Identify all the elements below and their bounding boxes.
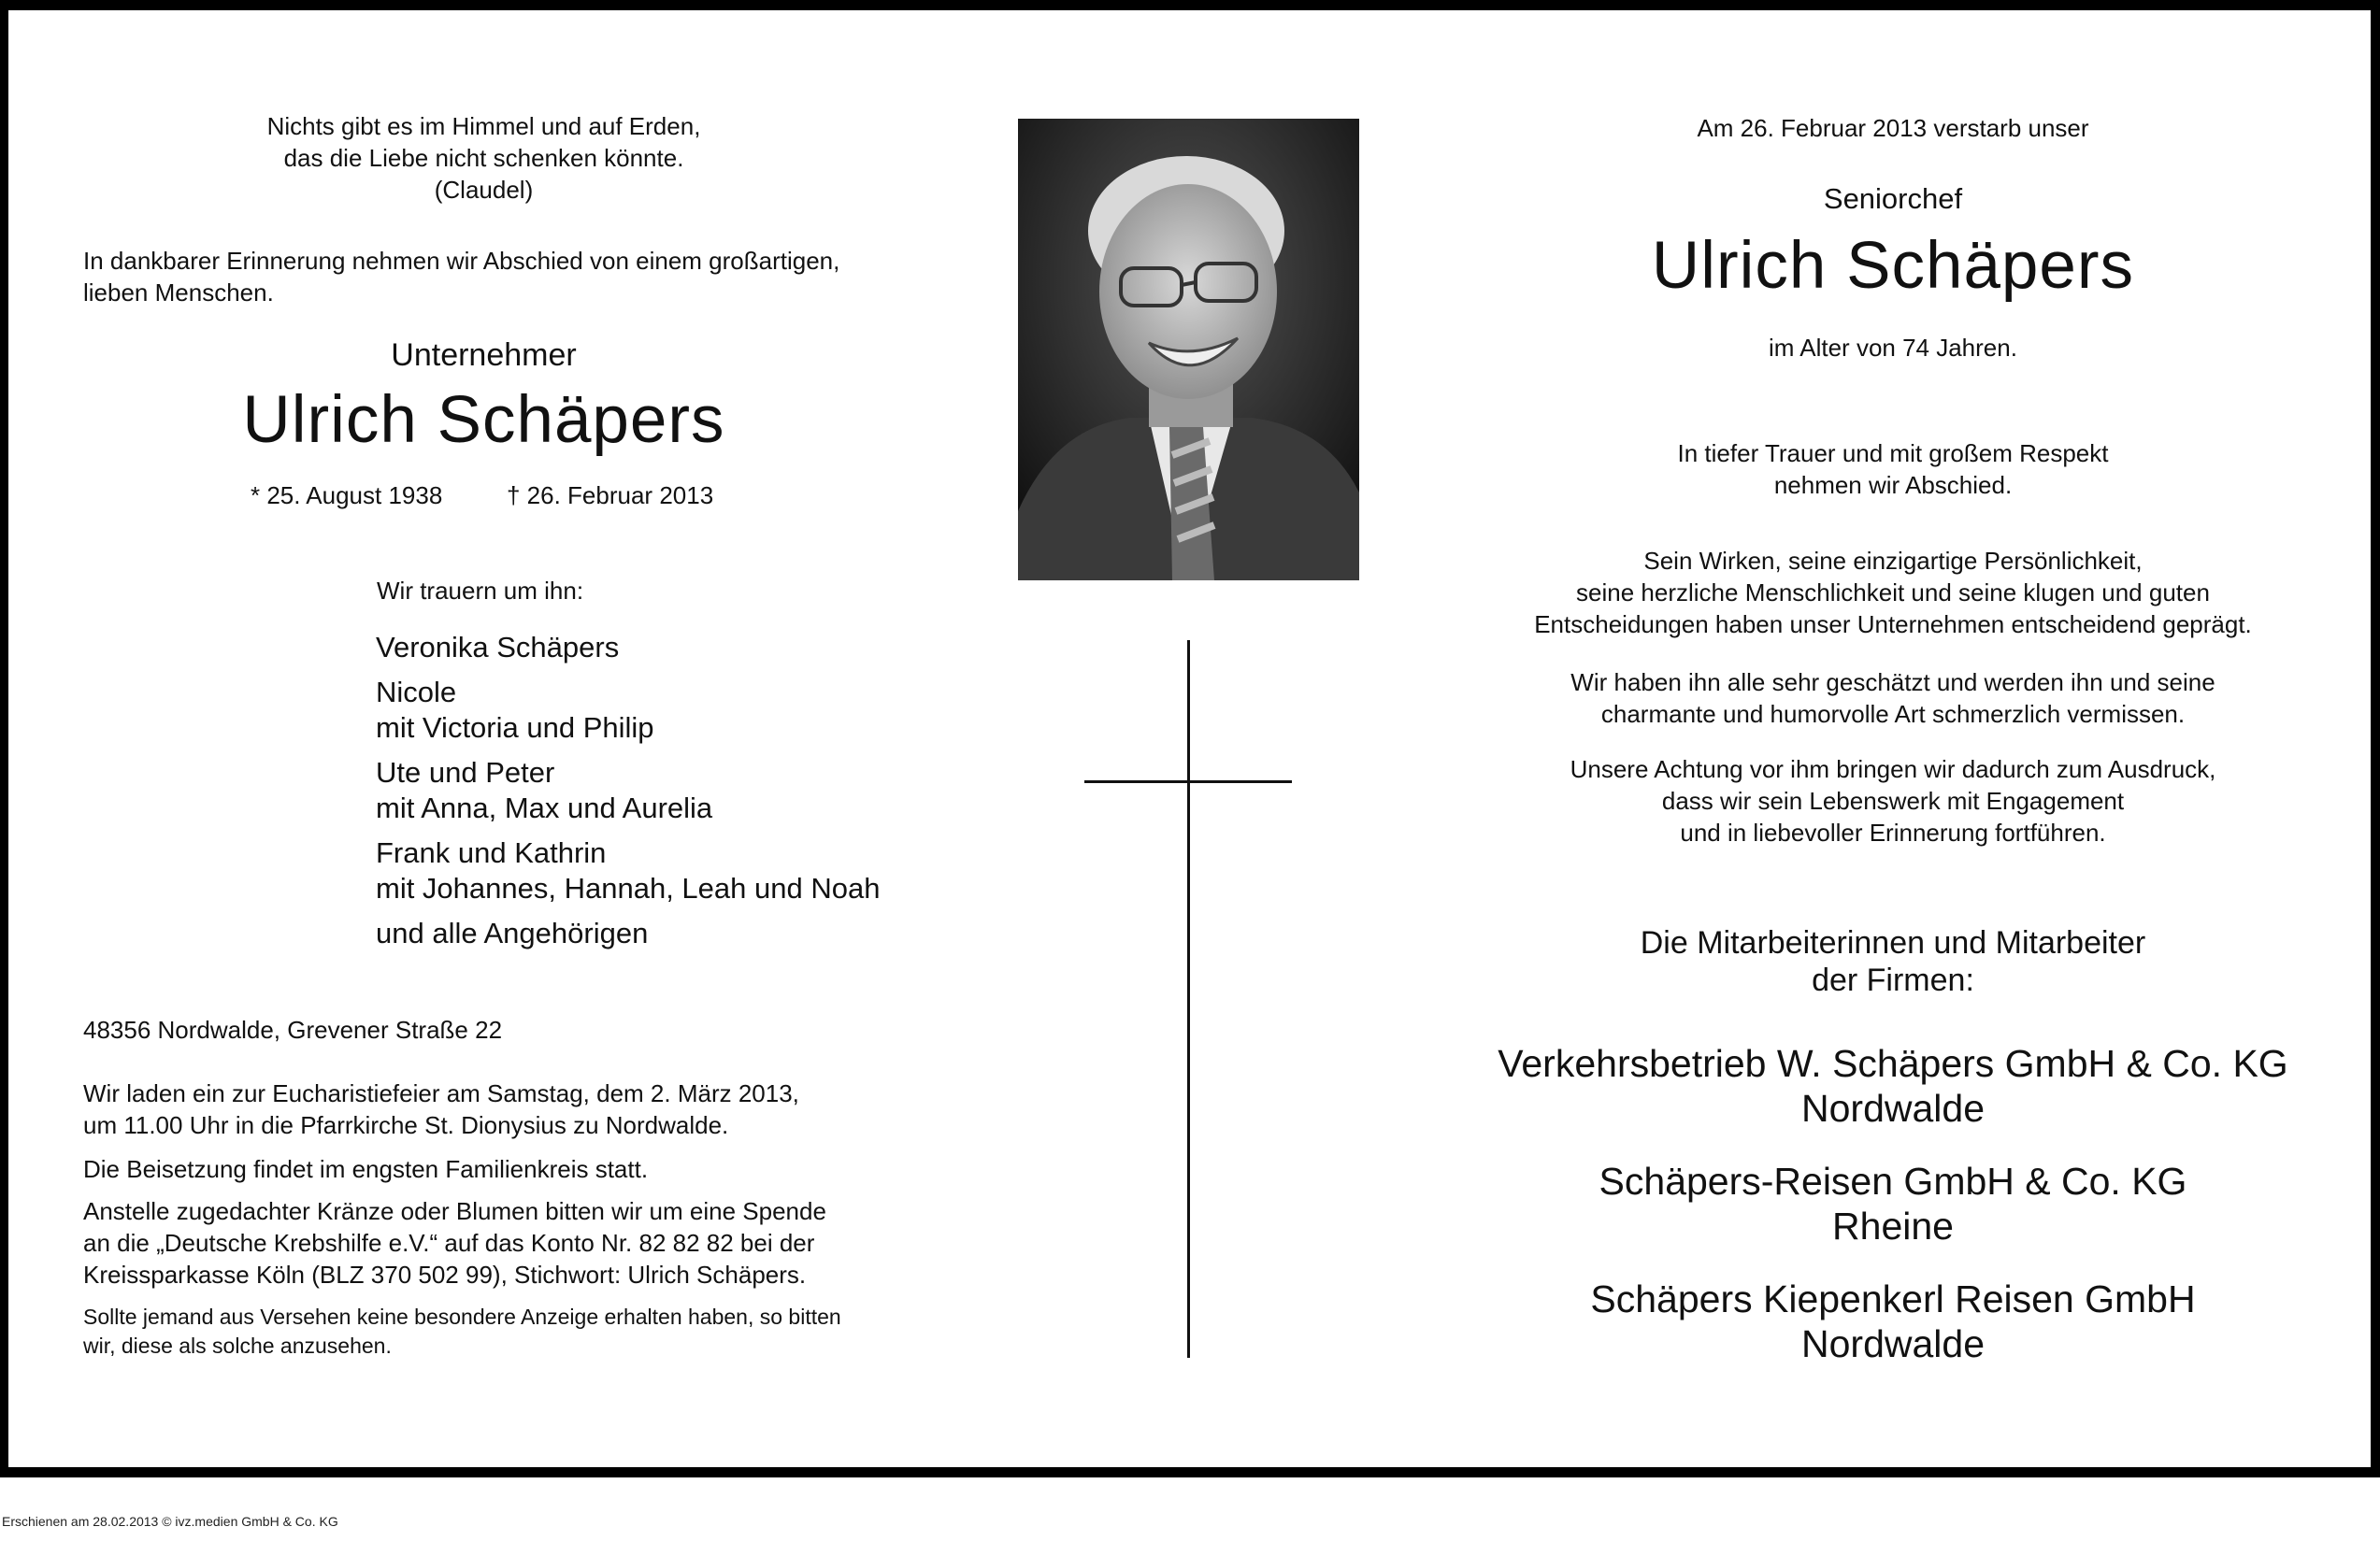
invite-line: Wir laden ein zur Eucharistiefeier am Samstag, dem 2. März 2013, <box>83 1079 799 1107</box>
right-intro: Am 26. Februar 2013 verstarb unser <box>1697 114 2089 142</box>
quote <box>84 110 883 206</box>
donation-line: Kreissparkasse Köln (BLZ 370 502 99), Stichwort: Ulrich Schäpers. <box>83 1261 807 1289</box>
firm-city: Nordwalde <box>1801 1322 1985 1365</box>
firm-2 <box>1458 1159 2328 1248</box>
firm-name: Schäpers-Reisen GmbH & Co. KG <box>1599 1160 2187 1203</box>
firm-1 <box>1458 1041 2328 1131</box>
paragraph-work <box>1458 545 2328 640</box>
publication-footer: Erschienen am 28.02.2013 © ivz.medien GmbH & Co. KG <box>2 1514 338 1529</box>
text-line: Wir haben ihn alle sehr geschätzt und werden ihn und seine <box>1570 668 2215 696</box>
paragraph-miss <box>1458 666 2328 730</box>
right-deceased-name: Ulrich Schäpers <box>1651 229 2135 303</box>
firm-city: Nordwalde <box>1801 1087 1985 1130</box>
paragraph-legacy <box>1458 753 2328 849</box>
cross-vertical <box>1187 640 1190 1358</box>
text-line: In tiefer Trauer und mit großem Respekt <box>1677 439 2109 467</box>
text-line: Unsere Achtung vor ihm bringen wir dadurch zum Ausdruck, <box>1570 755 2216 783</box>
staff-signature <box>1458 924 2328 999</box>
invitation <box>83 1077 925 1141</box>
text-line: dass wir sein Lebenswerk mit Engagement <box>1661 787 2125 815</box>
mourner: mit Anna, Max und Aurelia <box>376 792 713 824</box>
mourn-title: Wir trauern um ihn: <box>377 577 584 605</box>
burial-note: Die Beisetzung findet im engsten Familienkreis statt. <box>83 1155 649 1183</box>
mourner: Veronika Schäpers <box>376 631 620 663</box>
birth-date: * 25. August 1938 <box>251 481 443 509</box>
staff-line: Die Mitarbeiterinnen und Mitarbeiter <box>1640 925 2146 961</box>
firm-3 <box>1458 1277 2328 1366</box>
paragraph-respect <box>1458 437 2328 501</box>
left-deceased-name: Ulrich Schäpers <box>242 383 725 457</box>
left-role: Unternehmer <box>391 337 577 373</box>
mourner: Frank und Kathrin <box>376 836 607 869</box>
donation-line: an die „Deutsche Krebshilfe e.V.“ auf das Konto Nr. 82 82 82 bei der <box>83 1229 815 1257</box>
age: im Alter von 74 Jahren. <box>1769 334 2017 362</box>
firm-city: Rheine <box>1832 1205 1954 1248</box>
mourner: mit Johannes, Hannah, Leah und Noah <box>376 872 881 905</box>
intro-text <box>83 245 925 308</box>
quote-line: das die Liebe nicht schenken könnte. <box>283 144 684 172</box>
invite-line: um 11.00 Uhr in die Pfarrkirche St. Dionysius zu Nordwalde. <box>83 1111 729 1139</box>
notice <box>83 1303 841 1361</box>
quote-author: (Claudel) <box>434 176 534 204</box>
text-line: charmante und humorvolle Art schmerzlich vermissen. <box>1600 700 2186 728</box>
right-role: Seniorchef <box>1823 182 1963 215</box>
text-line: Sein Wirken, seine einzigartige Persönlichkeit, <box>1643 547 2143 575</box>
text-line: nehmen wir Abschied. <box>1773 471 2013 499</box>
text-line: und in liebevoller Erinnerung fortführen. <box>1680 819 2106 847</box>
text-line: seine herzliche Menschlichkeit und seine klugen und guten <box>1576 578 2210 606</box>
death-date: † 26. Februar 2013 <box>507 481 714 509</box>
portrait-image <box>1018 119 1359 580</box>
intro-line: lieben Menschen. <box>83 278 274 307</box>
mourner: mit Victoria und Philip <box>376 711 654 744</box>
text-line: Entscheidungen haben unser Unternehmen entscheidend geprägt. <box>1534 610 2252 638</box>
donation-line: Anstelle zugedachter Kränze oder Blumen bitten wir um eine Spende <box>83 1197 826 1225</box>
notice-line: Sollte jemand aus Versehen keine besondere Anzeige erhalten haben, so bitten <box>83 1305 841 1329</box>
quote-line: Nichts gibt es im Himmel und auf Erden, <box>266 112 701 140</box>
mourner: und alle Angehörigen <box>376 917 649 949</box>
portrait-photo <box>1018 119 1359 580</box>
address: 48356 Nordwalde, Grevener Straße 22 <box>83 1016 503 1044</box>
firm-name: Verkehrsbetrieb W. Schäpers GmbH & Co. KG <box>1498 1042 2288 1085</box>
staff-line: der Firmen: <box>1812 963 1974 998</box>
mourner-list <box>376 630 880 951</box>
donation-note <box>83 1195 925 1291</box>
intro-line: In dankbarer Erinnerung nehmen wir Abschied von einem großartigen, <box>83 247 840 275</box>
firm-name: Schäpers Kiepenkerl Reisen GmbH <box>1590 1277 2196 1320</box>
mourner: Nicole <box>376 676 457 708</box>
mourner: Ute und Peter <box>376 756 555 789</box>
cross-horizontal <box>1084 780 1292 783</box>
notice-line: wir, diese als solche anzusehen. <box>83 1334 392 1358</box>
